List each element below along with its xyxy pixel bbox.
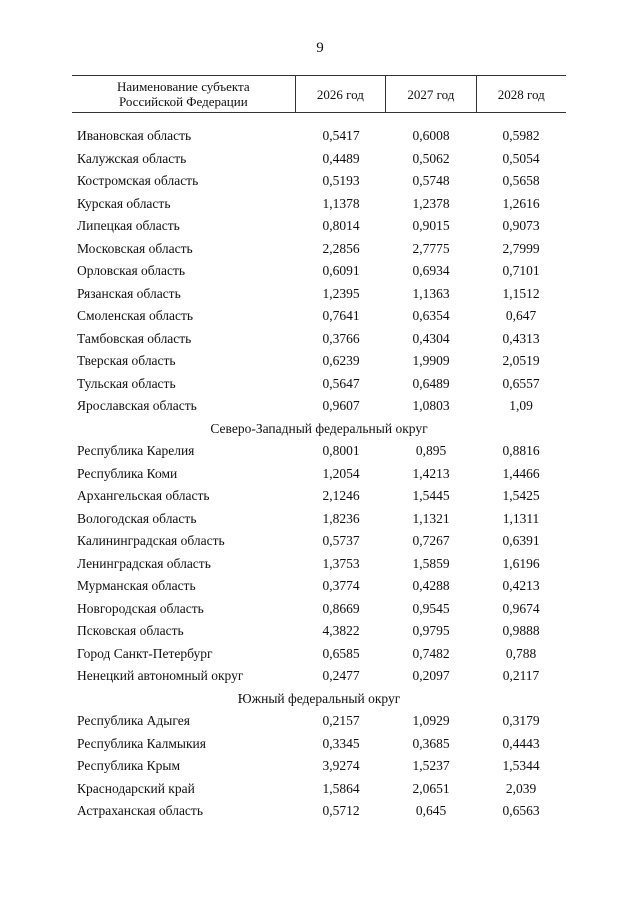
value-2026: 1,3753 (322, 555, 360, 571)
value-2028: 1,5344 (502, 758, 540, 774)
value-2027: 0,9015 (412, 218, 450, 234)
table-row (72, 395, 566, 418)
section-south: Южный федеральный округ (237, 690, 401, 706)
region-name: Тамбовская область (77, 330, 192, 346)
value-2028: 0,5982 (502, 128, 540, 144)
value-2027: 0,6489 (412, 375, 450, 391)
value-2028: 2,039 (505, 780, 537, 796)
table-row (72, 305, 566, 328)
value-2026: 0,6239 (322, 353, 360, 369)
region-name: Калужская область (77, 150, 187, 166)
value-2027: 0,9545 (412, 600, 450, 616)
value-2027: 2,0651 (412, 780, 450, 796)
table-row (72, 463, 566, 486)
table-row (72, 238, 566, 261)
region-name: Ярославская область (77, 398, 197, 414)
value-2027: 0,2097 (412, 668, 450, 684)
value-2028: 0,3179 (502, 713, 540, 729)
table-row (72, 575, 566, 598)
table-row (72, 373, 566, 396)
value-2028: 1,1311 (502, 510, 540, 526)
value-2027: 0,895 (415, 443, 447, 459)
region-name: Смоленская область (77, 308, 194, 324)
value-2026: 0,5712 (322, 803, 360, 819)
value-2028: 0,6557 (502, 375, 540, 391)
value-2026: 0,6585 (322, 645, 360, 661)
region-name: Архангельская область (77, 488, 210, 504)
value-2028: 0,2117 (502, 668, 540, 684)
value-2028: 1,6196 (502, 555, 540, 571)
value-2026: 0,5193 (322, 173, 360, 189)
table-row (72, 508, 566, 531)
value-2027: 0,4288 (412, 578, 450, 594)
value-2028: 0,9888 (502, 623, 540, 639)
region-name: Республика Карелия (77, 443, 195, 459)
value-2026: 0,7641 (322, 308, 360, 324)
value-2028: 0,788 (505, 645, 537, 661)
value-2027: 0,6354 (412, 308, 450, 324)
region-name: Город Санкт-Петербург (77, 645, 213, 661)
value-2028: 2,0519 (502, 353, 540, 369)
value-2027: 0,7482 (412, 645, 450, 661)
value-2026: 2,1246 (322, 488, 360, 504)
value-2027: 0,7267 (412, 533, 450, 549)
value-2026: 0,6091 (322, 263, 360, 279)
value-2026: 0,8014 (322, 218, 360, 234)
value-2028: 0,4443 (502, 735, 540, 751)
value-2028: 0,6563 (502, 803, 540, 819)
section-northwest: Северо-Западный федеральный округ (210, 420, 428, 436)
value-2026: 1,2054 (322, 465, 360, 481)
value-2026: 0,8669 (322, 600, 360, 616)
table-row (72, 193, 566, 216)
table-row (72, 620, 566, 643)
value-2028: 0,647 (505, 308, 537, 324)
group-south (72, 710, 566, 823)
value-2027: 0,5062 (412, 150, 450, 166)
value-2027: 1,4213 (412, 465, 450, 481)
table-row (72, 710, 566, 733)
table-row (72, 553, 566, 576)
region-name: Республика Калмыкия (77, 735, 206, 751)
table-body (72, 125, 566, 823)
value-2027: 0,645 (415, 803, 447, 819)
region-name: Республика Коми (77, 465, 178, 481)
value-2028: 0,5054 (502, 150, 540, 166)
value-2028: 0,9674 (502, 600, 540, 616)
value-2027: 1,5859 (412, 555, 450, 571)
table-row (72, 148, 566, 171)
value-2028: 0,7101 (502, 263, 540, 279)
value-2026: 0,3345 (322, 735, 360, 751)
region-name: Калининградская область (77, 533, 225, 549)
group-central (72, 125, 566, 418)
table-row (72, 260, 566, 283)
table-row (72, 125, 566, 148)
value-2028: 0,6391 (502, 533, 540, 549)
table-row (72, 755, 566, 778)
region-name: Вологодская область (77, 510, 197, 526)
value-2028: 1,09 (509, 398, 533, 414)
region-name: Ненецкий автономный округ (77, 668, 244, 684)
value-2026: 2,2856 (322, 240, 360, 256)
table-row (72, 643, 566, 666)
table-row (72, 440, 566, 463)
region-name: Тульская область (77, 375, 176, 391)
value-2026: 0,3774 (322, 578, 360, 594)
region-name: Липецкая область (77, 218, 180, 234)
value-2028: 0,4313 (502, 330, 540, 346)
value-2027: 1,1363 (412, 285, 450, 301)
value-2027: 1,5237 (412, 758, 450, 774)
region-name: Тверская область (77, 353, 176, 369)
value-2026: 0,5417 (322, 128, 360, 144)
value-2028: 0,5658 (502, 173, 540, 189)
value-2026: 1,2395 (322, 285, 360, 301)
value-2028: 2,7999 (502, 240, 540, 256)
value-2026: 1,1378 (322, 195, 360, 211)
value-2026: 0,5737 (322, 533, 360, 549)
region-name: Курская область (77, 195, 171, 211)
value-2027: 1,2378 (412, 195, 450, 211)
header-subject-line1: Наименование субъекта (116, 79, 250, 94)
region-name: Рязанская область (77, 285, 181, 301)
table-row (72, 170, 566, 193)
header-year-2028: 2028 год (476, 76, 566, 112)
value-2027: 2,7775 (412, 240, 450, 256)
value-2026: 3,9274 (322, 758, 360, 774)
value-2026: 0,2477 (322, 668, 360, 684)
page-number: 9 (316, 40, 324, 56)
value-2027: 1,0929 (412, 713, 450, 729)
table-row (72, 778, 566, 801)
table-row (72, 665, 566, 688)
value-2028: 0,4213 (502, 578, 540, 594)
header-subject-line2: Российской Федерации (118, 94, 248, 109)
value-2028: 1,1512 (502, 285, 540, 301)
region-name: Орловская область (77, 263, 186, 279)
table-row (72, 283, 566, 306)
table-row (72, 215, 566, 238)
value-2028: 1,2616 (502, 195, 540, 211)
header-year-2026: 2026 год (295, 76, 385, 112)
value-2027: 0,6934 (412, 263, 450, 279)
header-year-2027: 2027 год (385, 76, 475, 112)
group-northwest (72, 440, 566, 688)
value-2027: 0,6008 (412, 128, 450, 144)
value-2027: 1,5445 (412, 488, 450, 504)
value-2026: 0,3766 (322, 330, 360, 346)
value-2027: 0,9795 (412, 623, 450, 639)
table-row (72, 733, 566, 756)
value-2026: 1,8236 (322, 510, 360, 526)
value-2027: 1,9909 (412, 353, 450, 369)
value-2028: 1,5425 (502, 488, 540, 504)
table-row (72, 800, 566, 823)
value-2026: 0,9607 (322, 398, 360, 414)
region-name: Краснодарский край (77, 780, 195, 796)
value-2027: 1,1321 (412, 510, 450, 526)
table-header (72, 75, 566, 113)
region-name: Костромская область (77, 173, 199, 189)
region-name: Ленинградская область (77, 555, 211, 571)
value-2026: 1,5864 (322, 780, 360, 796)
value-2027: 0,5748 (412, 173, 450, 189)
subsidy-table (72, 75, 566, 823)
region-name: Мурманская область (77, 578, 196, 594)
region-name: Псковская область (77, 623, 184, 639)
table-row (72, 350, 566, 373)
region-name: Республика Адыгея (77, 713, 190, 729)
region-name: Ивановская область (77, 128, 192, 144)
value-2026: 0,4489 (322, 150, 360, 166)
value-2026: 4,3822 (322, 623, 360, 639)
value-2027: 1,0803 (412, 398, 450, 414)
region-name: Московская область (77, 240, 193, 256)
value-2028: 0,9073 (502, 218, 540, 234)
table-row (72, 485, 566, 508)
region-name: Республика Крым (77, 758, 181, 774)
value-2026: 0,2157 (322, 713, 360, 729)
table-row (72, 598, 566, 621)
value-2026: 0,5647 (322, 375, 360, 391)
value-2027: 0,4304 (412, 330, 450, 346)
header-subject (72, 76, 295, 112)
value-2028: 0,8816 (502, 443, 540, 459)
value-2028: 1,4466 (502, 465, 540, 481)
region-name: Астраханская область (77, 803, 203, 819)
value-2027: 0,3685 (412, 735, 450, 751)
region-name: Новгородская область (77, 600, 204, 616)
table-row (72, 328, 566, 351)
table-row (72, 530, 566, 553)
value-2026: 0,8001 (322, 443, 360, 459)
